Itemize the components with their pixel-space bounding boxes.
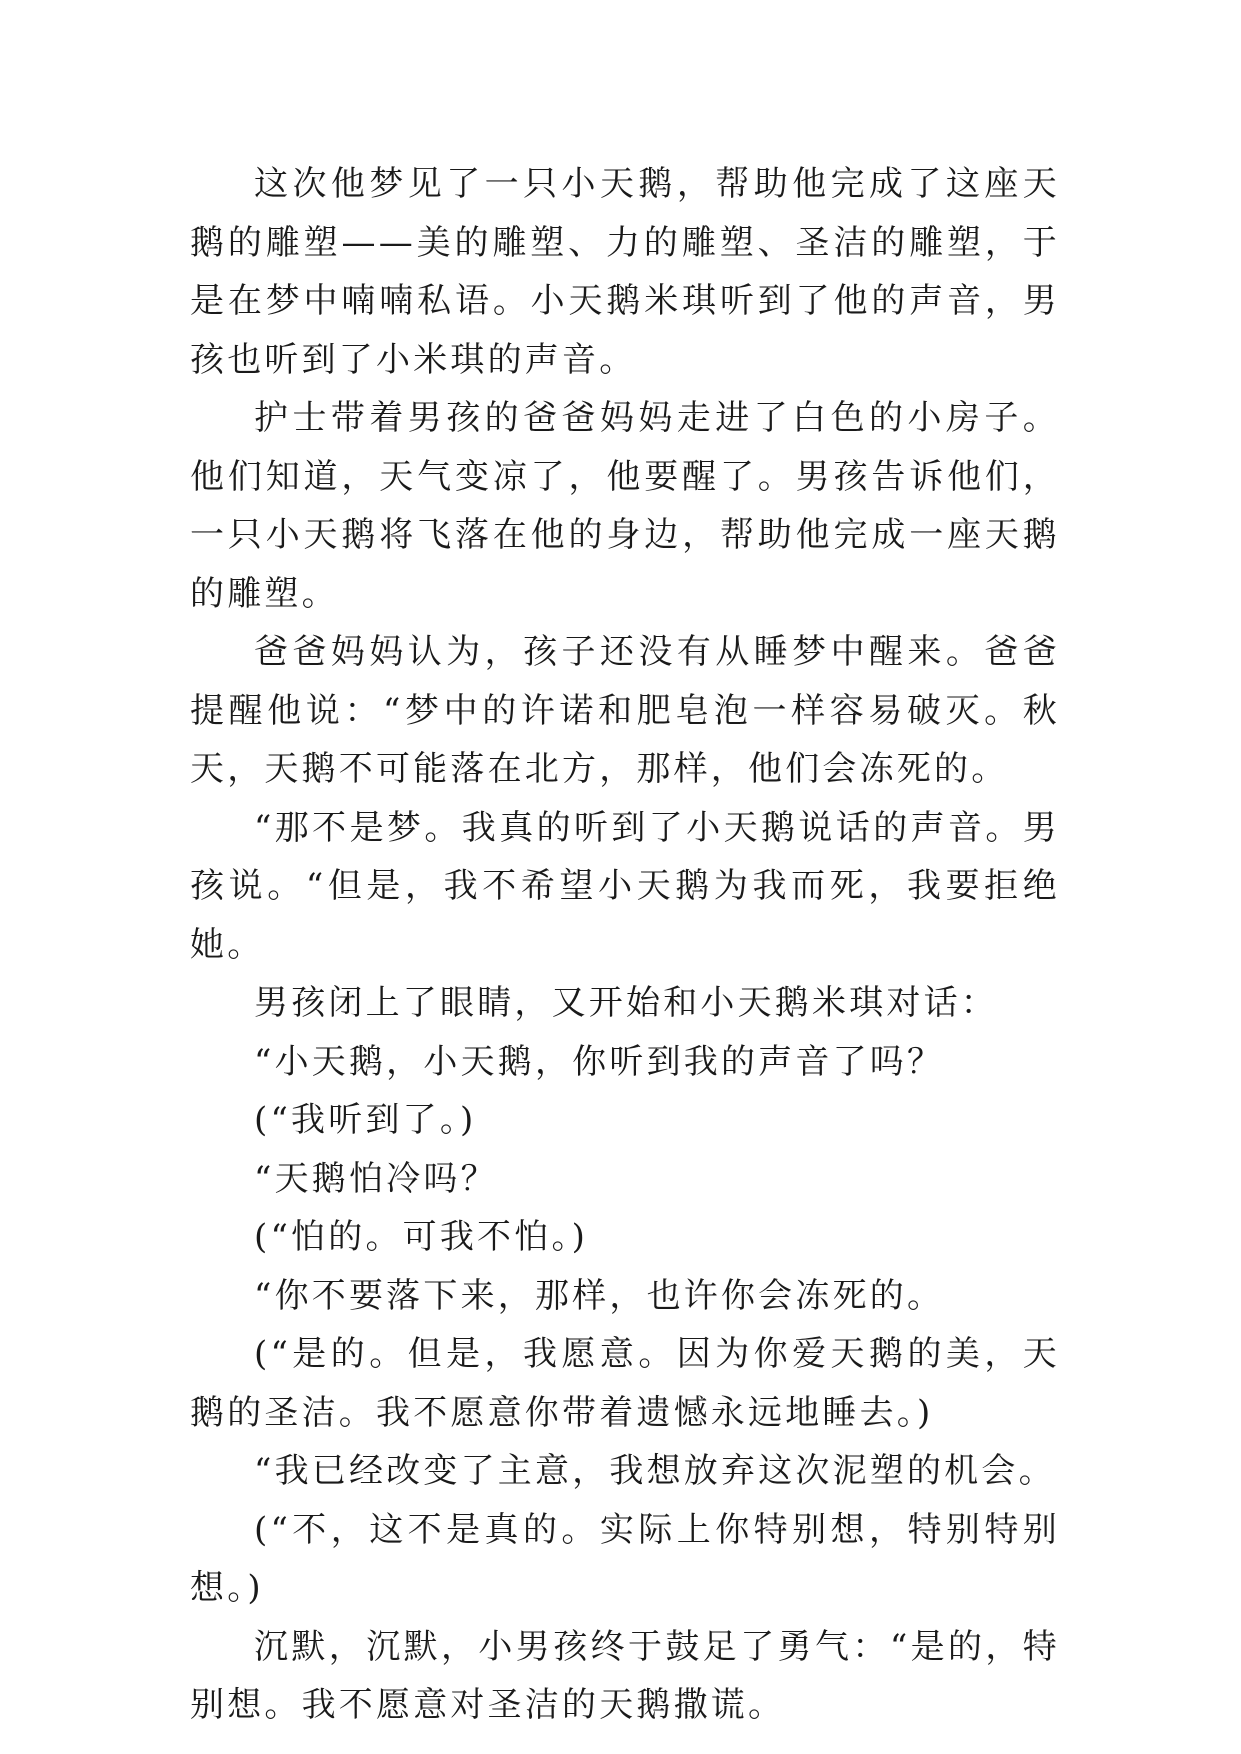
paragraph: 爸爸妈妈认为，孩子还没有从睡梦中醒来。爸爸提醒他说：“梦中的许诺和肥皂泡一样容易破灭。秋天，天鹅不可能落在北方，那样，他们会冻死的。 [190, 632, 1060, 789]
paragraph: “小天鹅，小天鹅，你听到我的声音了吗？ [254, 1041, 945, 1082]
paragraph: “你不要落下来，那样，也许你会冻死的。 [254, 1275, 945, 1316]
body-text [190, 155, 1060, 1735]
paragraph: (“是的。但是，我愿意。因为你爱天鹅的美，天鹅的圣洁。我不愿意你带着遗憾永远地睡去。) [190, 1334, 1060, 1433]
paragraph: “天鹅怕冷吗？ [254, 1158, 498, 1199]
paragraph: 这次他梦见了一只小天鹅，帮助他完成了这座天鹅的雕塑——美的雕塑、力的雕塑、圣洁的雕塑，于是在梦中喃喃私语。小天鹅米琪听到了他的声音，男孩也听到了小米琪的声音。 [190, 164, 1060, 380]
paragraph: 男孩闭上了眼睛，又开始和小天鹅米琪对话： [254, 983, 998, 1023]
paragraph: (“怕的。可我不怕。) [254, 1217, 589, 1257]
paragraph: 沉默，沉默，小男孩终于鼓足了勇气：“是的，特别想。我不愿意对圣洁的天鹅撒谎。 [190, 1626, 1060, 1725]
paragraph: “我已经改变了主意，我想放弃这次泥塑的机会。 [254, 1451, 1056, 1491]
paragraph: 护士带着男孩的爸爸妈妈走进了白色的小房子。他们知道，天气变凉了，他要醒了。男孩告诉他们，一只小天鹅将飞落在他的身边，帮助他完成一座天鹅的雕塑。 [190, 398, 1060, 614]
paragraph: “那不是梦。我真的听到了小天鹅说话的声音。男孩说。“但是，我不希望小天鹅为我而死，我要拒绝她。 [190, 807, 1060, 965]
paragraph: (“我听到了。) [254, 1100, 477, 1140]
paragraph: (“不，这不是真的。实际上你特别想，特别特别想。) [190, 1509, 1060, 1608]
